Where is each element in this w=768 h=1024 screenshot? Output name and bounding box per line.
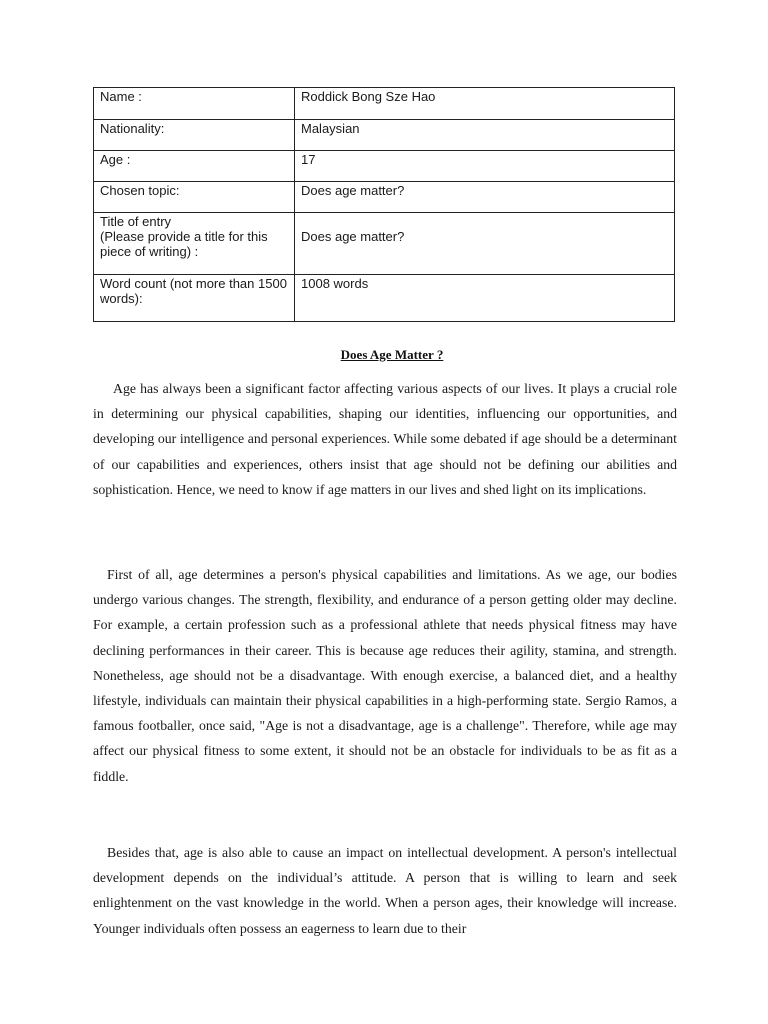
title-of-entry-label-line: Title of entry bbox=[100, 214, 172, 229]
title-of-entry-hint: (Please provide a title for this piece of writing) : bbox=[100, 229, 268, 259]
table-row bbox=[94, 275, 675, 322]
chosen-topic-label: Chosen topic: bbox=[94, 182, 295, 213]
nationality-label: Nationality: bbox=[94, 120, 295, 151]
word-count-label: Word count (not more than 1500 words): bbox=[94, 275, 295, 322]
age-label: Age : bbox=[94, 151, 295, 182]
title-of-entry-label bbox=[94, 213, 295, 275]
entry-info-table bbox=[93, 87, 675, 322]
word-count-value: 1008 words bbox=[295, 275, 675, 322]
table-row bbox=[94, 88, 675, 120]
table-row bbox=[94, 151, 675, 182]
name-label: Name : bbox=[94, 88, 295, 120]
name-value: Roddick Bong Sze Hao bbox=[295, 88, 675, 120]
title-of-entry-value: Does age matter? bbox=[295, 213, 675, 275]
nationality-value: Malaysian bbox=[295, 120, 675, 151]
essay-paragraph: Age has always been a significant factor affecting various aspects of our lives. It plays a crucial role in determining our physical capabilities, shaping our identities, influencing our opportunities, and developing our intelligence and personal experiences. While some debated if age should be a determinant of our capabilities and experiences, others insist that age should not be defining our abilities and sophistication. Hence, we need to know if age matters in our lives and shed light on its implications. bbox=[93, 381, 677, 497]
table-row bbox=[94, 213, 675, 275]
chosen-topic-value: Does age matter? bbox=[295, 182, 675, 213]
essay-paragraph: First of all, age determines a person's physical capabilities and limitations. As we age, our bodies undergo various changes. The strength, flexibility, and endurance of a person getting older may decline. For example, a certain profession such as a professional athlete that needs physical fitness may have declining performances in their career. This is because age reduces their agility, stamina, and strength. Nonetheless, age should not be a disadvantage. With enough exercise, a balanced diet, and a healthy lifestyle, individuals can maintain their physical capabilities in a high-performing state. Sergio Ramos, a famous footballer, once said, "Age is not a disadvantage, age is a challenge". Therefore, while age may affect our physical fitness to some extent, it should not be an obstacle for individuals to be as fit as a fiddle. bbox=[93, 567, 677, 784]
table-row bbox=[94, 120, 675, 151]
table-row bbox=[94, 182, 675, 213]
essay-paragraph: Besides that, age is also able to cause an impact on intellectual development. A person's intellectual development depends on the individual’s attitude. A person that is willing to learn and seek enlightenment on the vast knowledge in the world. When a person ages, their knowledge will increase. Younger individuals often possess an eagerness to learn due to their bbox=[93, 845, 677, 936]
essay-title: Does Age Matter ? bbox=[340, 347, 444, 362]
age-value: 17 bbox=[295, 151, 675, 182]
